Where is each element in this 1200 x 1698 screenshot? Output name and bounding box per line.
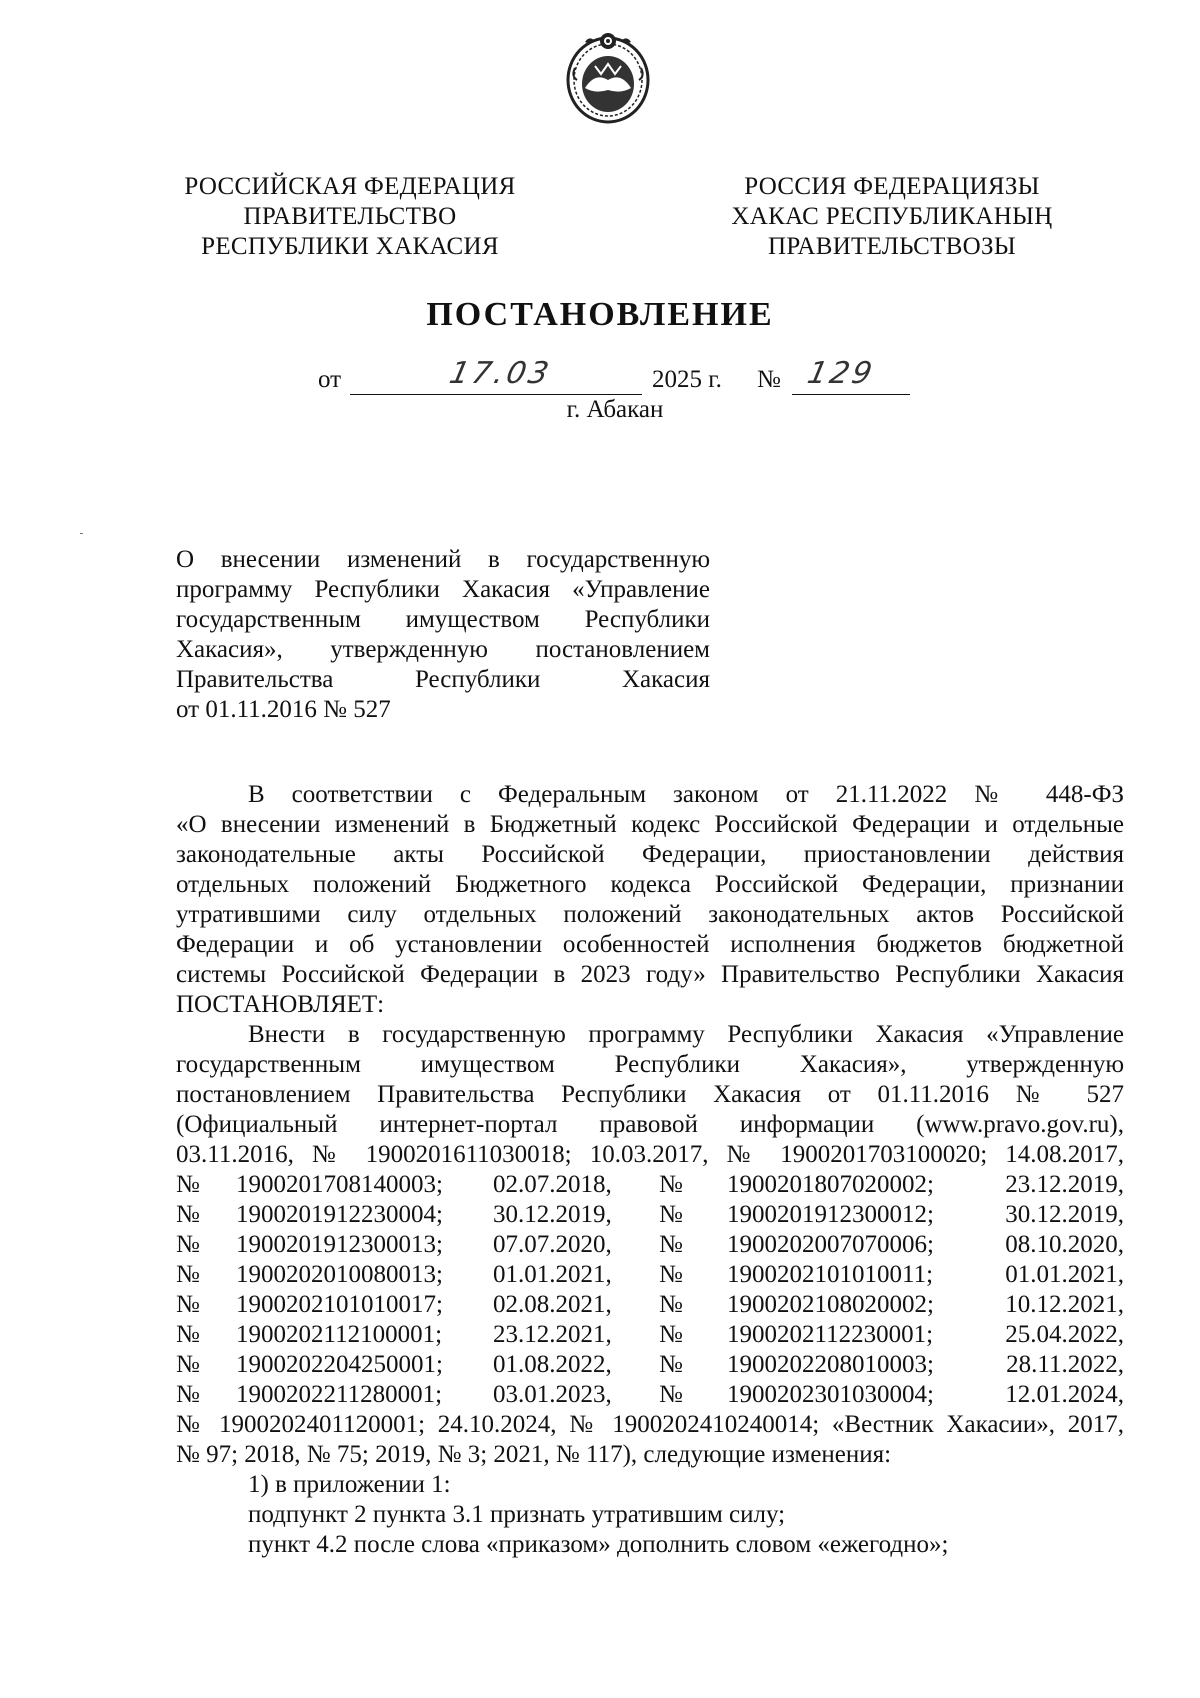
registry-number: 1900202208010003; [727,1351,934,1378]
city: г. Абакан [566,396,664,423]
closing-line: № 1900202401120001; 24.10.2024, № 1900202410240014; «Вестник Хакасии», 2017, [176,1411,1124,1438]
registry-date: 10.12.2021, [1005,1291,1124,1318]
preamble-line: ПОСТАНОВЛЯЕТ: [176,991,385,1018]
number-handwritten: 129 [804,356,878,391]
subject-line: программу Республики Хакасия «Управление [176,576,710,603]
registry-number-sign: № [659,1201,683,1228]
header-right-line: РОССИЯ ФЕДЕРАЦИЯЗЫ [744,173,1040,200]
preamble-line: «О внесении изменений в Бюджетный кодекс Российской Федерации и отдельные [176,811,1124,838]
date-underline [350,394,642,395]
header-left-line: ПРАВИТЕЛЬСТВО [243,203,457,230]
registry-list [176,1170,1124,1410]
registry-number: 1900202010080013; [236,1261,443,1288]
registry-number-sign: № [659,1171,683,1198]
header-left-line: РОССИЙСКАЯ ФЕДЕРАЦИЯ [184,173,516,200]
registry-number-sign: № [659,1261,683,1288]
document-type-title: ПОСТАНОВЛЕНИЕ [426,296,774,333]
subject-line: О внесении изменений в государственную [176,546,710,573]
header-right-line: ПРАВИТЕЛЬСТВОЗЫ [768,233,1016,260]
date-handwritten: 17.03 [446,356,555,391]
resolution-line: 03.11.2016, № 1900201611030018; 10.03.2017, № 1900201703100020; 14.08.2017, [176,1141,1124,1168]
registry-number: 1900202108020002; [727,1291,934,1318]
registry-number: 1900202211280001; [236,1381,443,1408]
preamble-line: законодательные акты Российской Федерации, приостановлении действия [176,841,1124,868]
registry-number: 1900202101010011; [727,1261,934,1288]
registry-date: 02.08.2021, [493,1291,612,1318]
registry-number-sign: № [659,1351,683,1378]
registry-date: 28.11.2022, [1006,1351,1124,1378]
subject-line: государственным имуществом Республики [176,606,710,633]
preamble-line: В соответствии с Федеральным законом от 21.11.2022 № 448-ФЗ [248,781,1124,808]
body-text [176,780,1124,1560]
change-item: подпункт 2 пункта 3.1 признать утратившим силу; [248,1501,786,1528]
registry-row [176,1170,1124,1200]
registry-number: 1900201912300013; [236,1231,443,1258]
preamble-line: отдельных положений Бюджетного кодекса Российской Федерации, признании [176,871,1124,898]
registry-number-sign: № [176,1261,200,1288]
coat-of-arms-emblem [563,28,653,124]
preamble-line: утратившими силу отдельных положений законодательных актов Российской [176,901,1124,928]
registry-date: 30.12.2019, [493,1201,612,1228]
registry-row [176,1350,1124,1380]
registry-number-sign: № [659,1321,683,1348]
registry-number-sign: № [176,1171,200,1198]
registry-number-sign: № [176,1351,200,1378]
header-left-line: РЕСПУБЛИКИ ХАКАСИЯ [201,233,499,260]
resolution-line: постановлением Правительства Республики Хакасия от 01.11.2016 № 527 [176,1081,1124,1108]
registry-number-sign: № [176,1201,200,1228]
resolution-line: государственным имуществом Республики Хакасия», утвержденную [176,1051,1124,1078]
registry-row [176,1260,1124,1290]
subject-line: Правительства Республики Хакасия [176,666,710,693]
header-right [652,172,1132,262]
subject-block [176,545,710,725]
header-right-line: ХАКАС РЕСПУБЛИКАНЫҢ [731,203,1053,230]
registry-date: 25.04.2022, [1005,1321,1124,1348]
closing-line: № 97; 2018, № 75; 2019, № 3; 2021, № 117), следующие изменения: [176,1441,892,1468]
registry-number: 1900201912230004; [236,1201,443,1228]
change-item: 1) в приложении 1: [248,1471,451,1498]
registry-number: 1900202301030004; [727,1381,934,1408]
registry-date: 01.01.2021, [493,1261,612,1288]
date-from-label: от [318,366,342,393]
registry-number: 1900202101010017; [236,1291,443,1318]
registry-row [176,1320,1124,1350]
registry-number: 1900201708140003; [236,1171,443,1198]
number-underline [792,394,910,395]
preamble-line: Федерации и об установлении особенностей исполнения бюджетов бюджетной [176,931,1124,958]
registry-number: 1900202112100001; [236,1321,443,1348]
registry-number-sign: № [176,1291,200,1318]
registry-date: 08.10.2020, [1005,1231,1124,1258]
resolution-line: Внести в государственную программу Республики Хакасия «Управление [248,1021,1124,1048]
registry-date: 23.12.2019, [1005,1171,1124,1198]
number-label: № [757,366,781,393]
registry-date: 07.07.2020, [493,1231,612,1258]
date-year: 2025 г. [652,366,722,393]
change-item: пункт 4.2 после слова «приказом» дополнить словом «ежегодно»; [248,1531,949,1558]
registry-row [176,1230,1124,1260]
scan-mark [80,533,83,534]
registry-date: 03.01.2023, [493,1381,612,1408]
registry-number-sign: № [176,1321,200,1348]
registry-number-sign: № [176,1231,200,1258]
subject-line: Хакасия», утвержденную постановлением [176,636,710,663]
registry-number: 1900202204250001; [236,1351,443,1378]
registry-number-sign: № [659,1291,683,1318]
registry-number: 1900201807020002; [727,1171,934,1198]
registry-number: 1900202007070006; [727,1231,934,1258]
resolution-line: (Официальный интернет-портал правовой информации (www.pravo.gov.ru), [176,1111,1124,1138]
registry-date: 01.08.2022, [493,1351,612,1378]
registry-number: 1900201912300012; [727,1201,934,1228]
registry-row [176,1380,1124,1410]
registry-row [176,1200,1124,1230]
preamble-line: системы Российской Федерации в 2023 году» Правительство Республики Хакасия [176,961,1124,988]
registry-date: 23.12.2021, [493,1321,612,1348]
subject-line: от 01.11.2016 № 527 [176,696,391,723]
header-left [110,172,590,262]
registry-date: 02.07.2018, [493,1171,612,1198]
registry-number: 1900202112230001; [727,1321,934,1348]
registry-number-sign: № [659,1231,683,1258]
registry-number-sign: № [176,1381,200,1408]
registry-date: 01.01.2021, [1005,1261,1124,1288]
registry-date: 12.01.2024, [1005,1381,1124,1408]
registry-date: 30.12.2019, [1005,1201,1124,1228]
registry-row [176,1290,1124,1320]
registry-number-sign: № [659,1381,683,1408]
